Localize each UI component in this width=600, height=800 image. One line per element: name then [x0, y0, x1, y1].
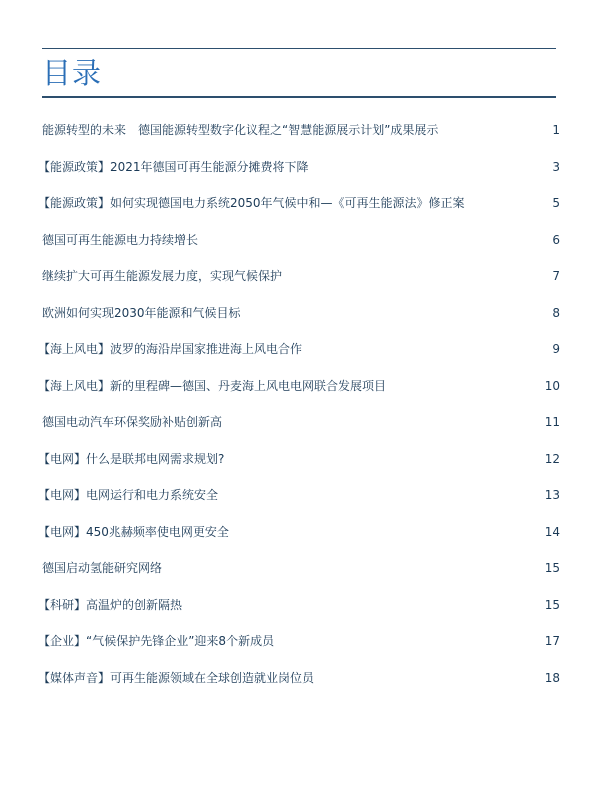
toc-entry[interactable]	[0, 267, 600, 304]
toc-entry-page-number: 7	[552, 269, 560, 283]
page-title: 目录	[42, 56, 103, 90]
toc-entry-title: 【能源政策】如何实现德国电力系统2050年气候中和—《可再生能源法》修正案	[38, 196, 465, 210]
toc-entry[interactable]	[0, 596, 600, 633]
toc-entry[interactable]	[0, 158, 600, 195]
toc-entry-page-number: 5	[552, 196, 560, 210]
toc-entry-title: 【媒体声音】可再生能源领域在全球创造就业岗位员	[38, 670, 315, 685]
toc-entry[interactable]	[0, 194, 600, 231]
toc-entry-page-number: 15	[544, 597, 560, 612]
toc-entry[interactable]	[0, 450, 600, 487]
toc-entry[interactable]	[0, 632, 600, 669]
toc-entry-title: 德国可再生能源电力持续增长	[42, 232, 199, 247]
toc-entry[interactable]	[0, 559, 600, 596]
toc-entry-title: 【企业】“气候保护先锋企业”迎来8个新成员	[38, 634, 275, 648]
toc-entry-title: 【科研】高温炉的创新隔热	[38, 597, 183, 612]
toc-entry-title: 【电网】什么是联邦电网需求规划?	[38, 451, 225, 466]
toc-entry-title: 德国电动汽车环保奖励补贴创新高	[42, 415, 223, 429]
toc-entry-page-number: 11	[544, 415, 560, 429]
toc-entry-page-number: 3	[552, 159, 560, 174]
toc-entry-page-number: 15	[544, 561, 560, 575]
toc-entry[interactable]	[0, 121, 600, 158]
toc-entry-title: 【海上风电】新的里程碑—德国、丹麦海上风电电网联合发展项目	[38, 378, 387, 393]
toc-entry[interactable]	[0, 377, 600, 414]
toc-entry[interactable]	[0, 413, 600, 450]
toc-entry-page-number: 14	[544, 524, 560, 539]
table-of-contents	[0, 121, 600, 705]
toc-entry[interactable]	[0, 486, 600, 523]
toc-entry-page-number: 10	[544, 378, 560, 393]
toc-entry-page-number: 8	[552, 305, 560, 320]
toc-entry-page-number: 18	[544, 670, 560, 685]
toc-entry-page-number: 13	[544, 488, 560, 502]
toc-entry[interactable]	[0, 304, 600, 341]
toc-entry-title: 德国启动氢能研究网络	[42, 561, 163, 575]
toc-entry-title: 欧洲如何实现2030年能源和气候目标	[42, 305, 241, 320]
toc-entry-page-number: 1	[552, 123, 560, 137]
toc-entry-title: 【电网】450兆赫频率使电网更安全	[38, 524, 229, 539]
toc-entry-page-number: 17	[544, 634, 560, 648]
toc-entry-title: 【电网】电网运行和电力系统安全	[38, 488, 219, 502]
toc-entry[interactable]	[0, 523, 600, 560]
toc-entry[interactable]	[0, 231, 600, 268]
toc-entry-page-number: 9	[552, 342, 560, 356]
toc-entry[interactable]	[0, 340, 600, 377]
toc-entry-page-number: 6	[552, 232, 560, 247]
toc-entry-title: 【海上风电】波罗的海沿岸国家推进海上风电合作	[38, 342, 303, 356]
header-top-rule	[42, 48, 556, 49]
toc-entry[interactable]	[0, 669, 600, 706]
toc-entry-page-number: 12	[544, 451, 560, 466]
toc-entry-title: 能源转型的未来 德国能源转型数字化议程之“智慧能源展示计划”成果展示	[42, 123, 439, 137]
header-bottom-rule	[42, 96, 556, 98]
toc-entry-title: 【能源政策】2021年德国可再生能源分摊费将下降	[38, 159, 309, 174]
toc-entry-title: 继续扩大可再生能源发展力度，实现气候保护	[42, 269, 283, 283]
